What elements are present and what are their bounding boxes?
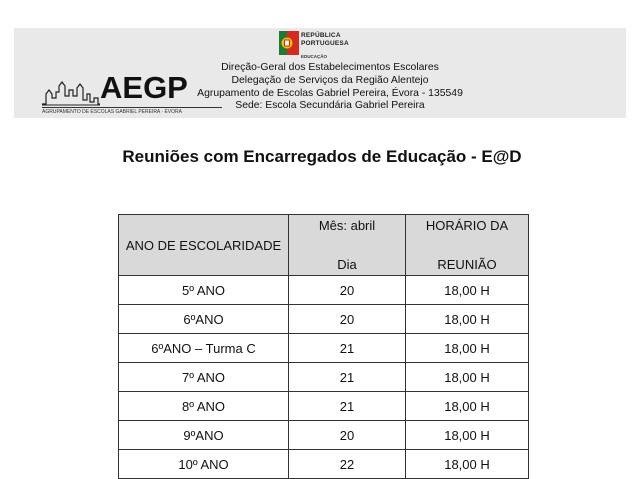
cell-dia: 20 <box>289 421 406 450</box>
cell-ano: 5º ANO <box>119 276 289 305</box>
republica-name <box>301 32 349 48</box>
cell-horario: 18,00 H <box>406 334 529 363</box>
logo-wordmark: AEGP <box>100 70 188 105</box>
cell-dia: 21 <box>289 334 406 363</box>
cell-horario: 18,00 H <box>406 392 529 421</box>
cell-ano: 7º ANO <box>119 363 289 392</box>
table-row <box>119 392 529 421</box>
cell-ano: 8º ANO <box>119 392 289 421</box>
cell-ano: 9ºANO <box>119 421 289 450</box>
meetings-table <box>118 214 529 479</box>
header-horario-line-1: HORÁRIO DA <box>425 218 509 233</box>
cell-ano: 6ºANO <box>119 305 289 334</box>
table-row <box>119 421 529 450</box>
table-row <box>119 276 529 305</box>
document-title: Reuniões com Encarregados de Educação - E@D <box>122 147 522 166</box>
cell-dia: 21 <box>289 363 406 392</box>
table-row <box>119 334 529 363</box>
header-ano: ANO DE ESCOLARIDADE <box>119 215 289 276</box>
header-horario <box>406 215 529 276</box>
cell-horario: 18,00 H <box>406 421 529 450</box>
portugal-emblem-icon <box>279 31 299 55</box>
heading-line: Agrupamento de Escolas Gabriel Pereira, Évora - 135549 <box>197 87 463 99</box>
cell-ano: 10º ANO <box>119 450 289 479</box>
logo-subtitle: AGRUPAMENTO DE ESCOLAS GABRIEL PEREIRA · ÉVORA <box>42 107 222 115</box>
table-row <box>119 363 529 392</box>
heading-line: Direção-Geral dos Estabelecimentos Escolares <box>221 62 439 73</box>
heading-line: Sede: Escola Secundária Gabriel Pereira <box>235 100 425 112</box>
cell-dia: 20 <box>289 276 406 305</box>
cell-horario: 18,00 H <box>406 450 529 479</box>
header-dia-line-2: Dia <box>337 257 357 272</box>
table-header-row <box>119 215 529 276</box>
republica-line-1: REPÚBLICA <box>301 32 341 39</box>
aegp-logo <box>42 70 222 116</box>
republica-portuguesa-logo <box>279 31 379 61</box>
table-row <box>119 305 529 334</box>
table-row <box>119 450 529 479</box>
cell-dia: 22 <box>289 450 406 479</box>
cell-dia: 21 <box>289 392 406 421</box>
heading-line: Delegação de Serviços da Região Alentejo <box>231 74 429 86</box>
header-horario-line-2: REUNIÃO <box>437 257 497 272</box>
cell-ano: 6ºANO – Turma C <box>119 334 289 363</box>
institution-heading <box>180 62 480 113</box>
republica-line-2: PORTUGUESA <box>301 40 349 47</box>
cell-horario: 18,00 H <box>406 363 529 392</box>
cell-horario: 18,00 H <box>406 305 529 334</box>
header-dia <box>289 215 406 276</box>
header-dia-line-1: Mês: abril <box>318 218 376 233</box>
city-skyline-icon <box>42 72 100 106</box>
republica-subtitle: EDUCAÇÃO <box>301 54 328 59</box>
cell-horario: 18,00 H <box>406 276 529 305</box>
cell-dia: 20 <box>289 305 406 334</box>
